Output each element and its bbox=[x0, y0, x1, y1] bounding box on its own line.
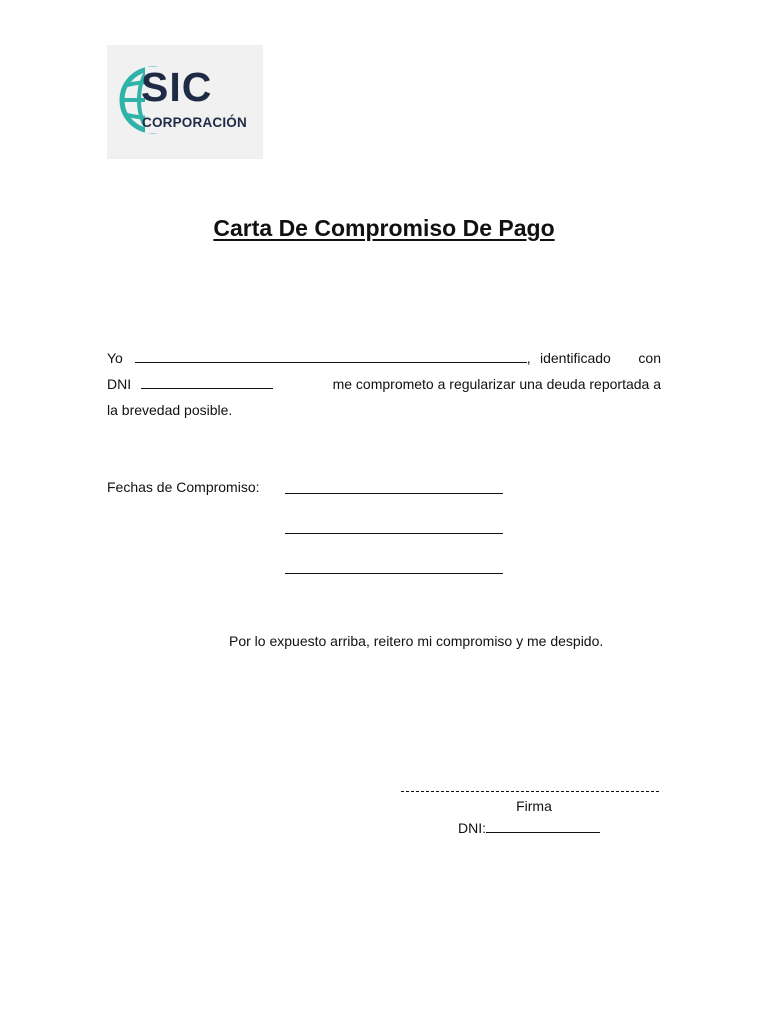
identificado-word: identificado bbox=[540, 350, 611, 366]
fechas-label: Fechas de Compromiso: bbox=[107, 479, 260, 495]
date-blank-2 bbox=[285, 533, 503, 534]
signature-dni bbox=[458, 818, 600, 838]
signature-dni-label: DNI: bbox=[458, 820, 486, 836]
signature-dni-blank bbox=[486, 820, 600, 833]
logo-wordmark: SIC bbox=[141, 64, 213, 110]
brevedad-text: la brevedad posible. bbox=[107, 402, 233, 418]
comma: , bbox=[526, 350, 531, 366]
date-blank-3 bbox=[285, 573, 503, 574]
yo-label: Yo bbox=[107, 350, 123, 366]
paragraph-line-3 bbox=[107, 400, 661, 420]
commitment-text: me comprometo a regularizar una deuda reportada a bbox=[332, 376, 661, 392]
date-blank-1 bbox=[285, 493, 503, 494]
document-title: Carta De Compromiso De Pago bbox=[213, 215, 555, 241]
paragraph-line-2 bbox=[107, 374, 661, 394]
firma-label: Firma bbox=[516, 798, 552, 814]
signature-line bbox=[401, 791, 659, 792]
con-word: con bbox=[638, 350, 661, 366]
logo-subtitle: CORPORACIÓN bbox=[142, 115, 247, 130]
closing-sentence: Por lo expuesto arriba, reitero mi compromiso y me despido. bbox=[229, 633, 604, 649]
name-blank bbox=[135, 351, 527, 363]
dni-blank bbox=[141, 377, 273, 389]
paragraph-line-1 bbox=[107, 348, 661, 368]
company-logo bbox=[107, 45, 263, 159]
dni-label: DNI bbox=[107, 376, 132, 392]
